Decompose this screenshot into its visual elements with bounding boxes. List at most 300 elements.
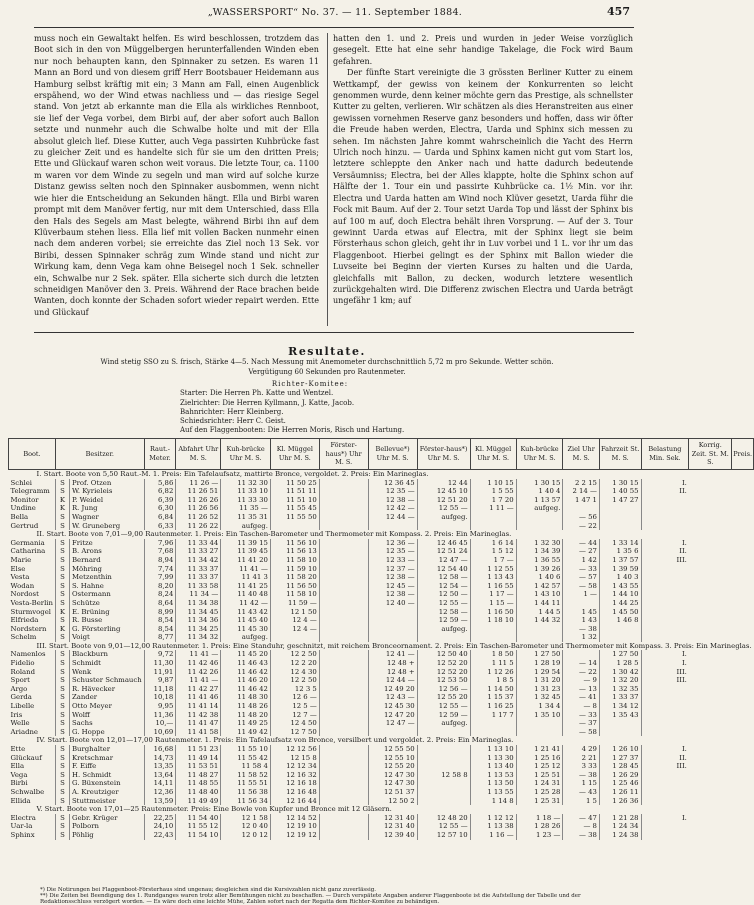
table-cell [319,659,368,668]
table-cell: S [55,513,69,522]
table-cell: 1 40 6 [516,573,563,582]
boat-name: Electra [10,813,36,822]
table-cell: S [55,822,69,831]
table-cell [417,633,470,642]
boat-name: Bella [10,512,29,521]
boat-name: Gerda [10,693,32,702]
table-cell: 11 41 — [176,676,221,685]
table-cell: 12 37 — [368,565,417,574]
table-cell: 12 0 12 [221,831,271,840]
table-cell: S [55,590,69,599]
table-cell: 12 57 10 [417,831,470,840]
jury-entry: Auf den Flaggenbooten: Die Herren Moris, Risch und Hartung. [180,426,405,435]
table-cell: 11 46 42 [221,685,271,694]
table-cell: 11 33 30 [221,496,271,505]
owner-name: Metzenthin [69,573,144,582]
boat-name: Vesta-Berlin [10,598,53,607]
table-cell [470,522,516,531]
table-cell: 12 2 20 [270,659,319,668]
table-cell: 1 28 26 [516,822,563,831]
table-cell [641,822,689,831]
table-cell: 1 25 16 [516,754,563,763]
table-cell: 10,— [144,719,176,728]
table-cell: 11 49 14 [176,754,221,763]
table-cell: 12 51 24 [417,547,470,556]
table-cell: 11 32 30 [221,479,271,488]
table-cell: 11 41 47 [176,719,221,728]
table-cell: 11,18 [144,685,176,694]
table-cell: S [55,685,69,694]
table-cell: 1 35 6 [599,547,641,556]
table-cell [470,513,516,522]
column-header: Korrig. Zeit. St. M. S. [689,439,732,470]
table-row [9,711,754,720]
table-cell: 11 26 56 [176,504,221,513]
table-cell: 12 4 30 [270,668,319,677]
compensation-line: Vergütigung 60 Sekunden pro Rautenmeter. [248,367,406,376]
table-cell: 11 41 3 [221,573,271,582]
boat-name: Libelle [10,702,35,711]
table-cell: 11,36 [144,711,176,720]
table-cell: 1 10 15 [470,479,516,488]
table-cell: 12 44 — [368,676,417,685]
table-cell [319,513,368,522]
table-cell [319,504,368,513]
start-heading-row [9,805,754,814]
page-number: 457 [607,5,630,18]
table-cell: 1 14 50 [470,685,516,694]
table-cell: 11 58 4 [221,762,271,771]
table-cell: 1 29 54 [516,668,563,677]
table-cell: 1 5 [563,797,600,806]
table-cell: 11 33 27 [176,547,221,556]
owner-name: Kretschmar [69,754,144,763]
table-cell: 12 48 20 [417,814,470,823]
table-cell: 1 24 31 [516,779,563,788]
table-cell: 11 56 50 [270,582,319,591]
table-cell: I. [641,659,689,668]
footnotes [40,887,620,905]
table-cell: — 41 [563,693,600,702]
table-row [9,719,754,728]
table-cell: 1 39 26 [516,565,563,574]
table-cell: 1 23 — [516,831,563,840]
table-cell: 12 45 30 [368,702,417,711]
table-cell: I. [641,650,689,659]
owner-name: Schütze [69,599,144,608]
table-cell: S [55,487,69,496]
table-cell [319,616,368,625]
table-cell: 11 56 38 [221,788,271,797]
table-cell: aufgeg. [221,633,271,642]
boat-name: Roland [10,667,35,676]
table-cell [470,719,516,728]
table-cell: K [55,608,69,617]
jury-entry: Bahnrichter: Herr Kleinberg. [180,407,284,416]
table-cell: 11 43 42 [221,608,271,617]
table-cell: K [55,504,69,513]
table-cell: 11 53 51 [176,762,221,771]
table-cell [270,633,319,642]
table-cell: 11 58 52 [221,771,271,780]
table-cell: — 57 [563,573,600,582]
boat-name: Vesta [10,573,30,582]
table-row [9,547,754,556]
start-heading: III. Start. Boote von 9,01—12,00 Rautenmeter. 1. Preis: Eine Standuhr, geschnitzt, mit reichem Bronceornament. 2. Preis: Ein Taschen-Barometer und Thermometer mit Kompass. 3. Preis: Ein Marineglas. [36,641,752,650]
table-cell: S [55,599,69,608]
table-cell [641,685,689,694]
table-cell: 11 34 36 [176,616,221,625]
table-cell [319,599,368,608]
table-cell: 1 30 42 [599,668,641,677]
owner-name: B. Arons [69,547,144,556]
table-cell: 12 44 [417,479,470,488]
table-cell [641,496,689,505]
table-cell [563,504,600,513]
table-cell [641,616,689,625]
table-cell: 11 42 26 [176,668,221,677]
table-cell: 12 47 — [417,556,470,565]
table-cell [641,573,689,582]
table-row [9,822,754,831]
section-rule [34,332,634,333]
table-cell [319,650,368,659]
table-row [9,659,754,668]
table-row [9,616,754,625]
table-cell [641,633,689,642]
table-cell [641,719,689,728]
table-cell: I. [641,814,689,823]
table-cell: 12 47 — [368,719,417,728]
table-cell [319,487,368,496]
table-cell: S [55,479,69,488]
table-cell: S [55,754,69,763]
table-cell: 12 42 — [368,504,417,513]
table-cell [319,719,368,728]
boat-name: Ette [10,745,26,753]
table-cell: S [55,702,69,711]
table-cell: 12 53 50 [417,676,470,685]
table-cell [563,650,600,659]
table-cell [368,608,417,617]
table-cell: 12 1 58 [221,814,271,823]
table-cell: 12 0 40 [221,822,271,831]
wind-line: Wind stetig SSO zu S. frisch, Stärke 4—5. Nach Messung mit Anemometer durchschnittlich 5,72 m pro Sekunde. Wetter schön. [100,358,554,366]
table-cell: 11 51 11 [270,487,319,496]
boat-name: Germania [10,538,45,547]
table-cell: — 58 [563,582,600,591]
owner-name: Polborn [69,822,144,831]
table-cell: 9,95 [144,702,176,711]
table-cell: 11 49 25 [221,719,271,728]
table-cell: II. [641,487,689,496]
table-cell: 12 7 — [270,711,319,720]
table-cell [319,496,368,505]
table-cell: 11 59 — [270,599,319,608]
table-cell: 1 11 5 [470,659,516,668]
table-cell: S [55,719,69,728]
table-cell: 1 44 25 [599,599,641,608]
table-cell: I. [641,539,689,548]
column-header: Besitzer. [55,439,144,470]
table-cell: 1 34 4 [516,702,563,711]
table-cell: 1 47 27 [599,496,641,505]
table-header-row [9,439,754,470]
owner-name: Stuttmeister [69,797,144,806]
table-cell [319,479,368,488]
boat-name: Telegramm [10,487,50,496]
table-cell: S [55,779,69,788]
table-cell [599,728,641,737]
table-row [9,608,754,617]
table-cell: 12 54 40 [417,565,470,574]
owner-name: F. Eiffe [69,762,144,771]
column-header: Abfahrt Uhr M. S. [176,439,221,470]
boat-name: Sphinx [10,830,35,839]
table-cell: 6,33 [144,522,176,531]
table-cell: 1 30 15 [516,479,563,488]
table-cell [319,608,368,617]
table-cell: 7,96 [144,539,176,548]
table-cell: 12 33 — [368,556,417,565]
table-cell [417,779,470,788]
table-cell: 3 33 [563,762,600,771]
table-cell [319,565,368,574]
owner-name: Gebr. Krüger [69,814,144,823]
table-cell [319,728,368,737]
table-cell: 12 51 37 [368,788,417,797]
table-cell: 12 47 30 [368,779,417,788]
table-cell: 11 49 49 [176,797,221,806]
table-cell: — 43 [563,788,600,797]
table-cell: 11 41 14 [176,702,221,711]
table-cell [641,779,689,788]
table-cell [270,522,319,531]
table-cell: 11 35 — [221,504,271,513]
table-cell: S [55,650,69,659]
table-cell: — 27 [563,547,600,556]
table-cell: 1 5 12 [470,547,516,556]
table-cell: 11 26 26 [176,496,221,505]
table-cell: 11,91 [144,668,176,677]
table-cell: 11 26 — [176,479,221,488]
table-row [9,633,754,642]
table-cell: aufgeg. [417,513,470,522]
table-cell: S [55,771,69,780]
table-cell [599,625,641,634]
table-cell [319,668,368,677]
table-cell: 11 51 10 [270,496,319,505]
table-row [9,625,754,634]
table-cell: 1 16 50 [470,608,516,617]
table-row [9,779,754,788]
start-heading-row [9,470,754,479]
table-cell [319,779,368,788]
boat-name: Birbi [10,779,28,788]
table-cell: 12 41 — [368,650,417,659]
table-cell: K [55,625,69,634]
jury-list [180,380,480,436]
table-cell [319,788,368,797]
table-cell [319,547,368,556]
table-cell: 12 47 30 [368,771,417,780]
table-row [9,693,754,702]
table-cell [641,625,689,634]
table-cell [516,513,563,522]
table-cell: 1 28 45 [599,762,641,771]
table-cell [319,771,368,780]
table-cell: 1 40 55 [599,487,641,496]
table-cell: 12 16 32 [270,771,319,780]
boat-name: Namenlos [10,650,46,659]
owner-name: Prof. Otzen [69,479,144,488]
table-cell: 11 41 20 [221,556,271,565]
table-cell: 1 12 55 [470,565,516,574]
table-cell [641,582,689,591]
table-cell: 12 49 20 [368,685,417,694]
table-cell [641,771,689,780]
table-cell: 1 26 36 [599,797,641,806]
table-cell: S [55,711,69,720]
table-cell: 11 39 15 [221,539,271,548]
table-cell: 1 18 10 [470,616,516,625]
table-cell: 1 12 26 [470,668,516,677]
table-cell: 8,77 [144,633,176,642]
table-cell: 1 42 [563,556,600,565]
start-heading-row [9,642,754,651]
table-cell: — 9 [563,676,600,685]
table-cell [516,633,563,642]
table-cell: 12 46 45 [417,539,470,548]
table-cell: 1 11 — [470,504,516,513]
table-cell: 22,43 [144,831,176,840]
table-cell: 1 34 12 [599,702,641,711]
table-cell [319,822,368,831]
table-cell: — 38 [563,831,600,840]
table-cell: 12 59 — [417,616,470,625]
table-cell: 1 13 43 [470,573,516,582]
table-cell: 1 12 12 [470,814,516,823]
owner-name: Ostermann [69,590,144,599]
table-cell: 1 21 28 [599,814,641,823]
table-cell: 1 31 23 [516,685,563,694]
table-row [9,676,754,685]
table-cell: 12 36 45 [368,479,417,488]
table-cell: 12 6 — [270,693,319,702]
table-cell: I. [641,479,689,488]
table-cell: 1 42 57 [516,582,563,591]
table-cell [641,590,689,599]
start-heading-row [9,736,754,745]
table-cell: 12 19 10 [270,822,319,831]
table-cell: 12 45 10 [417,487,470,496]
boat-name: Ella [10,762,25,771]
table-cell: 12 4 — [270,616,319,625]
table-cell [516,728,563,737]
table-cell: 12 55 10 [368,754,417,763]
table-cell: — 8 [563,702,600,711]
table-cell: 12 52 20 [417,659,470,668]
table-cell: 11 34 32 [176,633,221,642]
table-cell: 1 45 [563,608,600,617]
table-cell [417,788,470,797]
owner-name: Fritze [69,539,144,548]
table-cell: 1 31 20 [516,676,563,685]
table-cell: 11 42 38 [176,711,221,720]
table-cell [368,728,417,737]
table-cell [470,625,516,634]
column-header: Belastung Min. Sek. [641,439,689,470]
owner-name: W. Kyrieleis [69,487,144,496]
start-heading: I. Start. Boote von 5,50 Raut.-M. 1. Preis: Ein Tafelaufsatz, mattirte Bronce, vergoldet. 2. Preis: Ein Marineglas. [36,470,429,478]
table-row [9,814,754,823]
table-cell: 12 15 8 [270,754,319,763]
table-cell [319,693,368,702]
table-cell: 1 25 31 [516,797,563,806]
table-cell [470,728,516,737]
table-row [9,479,754,488]
table-cell: 11 34 42 [176,556,221,565]
table-cell: 8,99 [144,608,176,617]
column-header: Raut.-Meter. [144,439,176,470]
table-cell: 1 40 4 [516,487,563,496]
table-cell: 14,73 [144,754,176,763]
table-cell: 8,20 [144,582,176,591]
table-cell: aufgeg. [221,522,271,531]
table-row [9,522,754,531]
table-cell [319,539,368,548]
table-cell: 1 32 [563,633,600,642]
table-cell: — 44 [563,539,600,548]
boat-name: Nordost [10,590,39,599]
table-cell: 8,64 [144,599,176,608]
table-cell: S [55,522,69,531]
table-cell: 1 13 57 [516,496,563,505]
owner-name: Wenk [69,668,144,677]
table-cell [641,711,689,720]
table-row [9,573,754,582]
table-cell: 1 24 38 [599,831,641,840]
table-cell: 6,84 [144,513,176,522]
table-cell: 11 55 10 [221,745,271,754]
table-cell: 12 38 — [368,590,417,599]
table-cell: 11 55 50 [270,513,319,522]
table-cell: S [55,814,69,823]
owner-name: Möhring [69,565,144,574]
table-row [9,487,754,496]
owner-name: Otto Meyer [69,702,144,711]
table-cell: 1 32 35 [599,685,641,694]
table-cell: 10,18 [144,693,176,702]
table-cell: — 37 [563,719,600,728]
table-cell [319,754,368,763]
boat-name: Gertrud [10,521,39,530]
table-cell: 22,25 [144,814,176,823]
table-cell: 1 16 — [470,831,516,840]
table-cell: 1 24 34 [599,822,641,831]
owner-name: Pöhlig [69,831,144,840]
table-cell [319,831,368,840]
table-cell: 1 18 — [516,814,563,823]
table-cell: 1 17 7 [470,711,516,720]
table-cell: 8,24 [144,590,176,599]
start-heading: II. Start. Boote von 7,01—9,00 Rautenmeter. 1. Preis: Ein Taschen-Barometer und Thermometer mit Kompass. 2. Preis: Ein Marineglas. [36,530,512,539]
table-cell: 11 45 30 [221,625,271,634]
table-cell: 12 50 — [417,590,470,599]
owner-name: Bernard [69,556,144,565]
table-cell: 1 43 [563,616,600,625]
table-cell: 1 25 12 [516,762,563,771]
